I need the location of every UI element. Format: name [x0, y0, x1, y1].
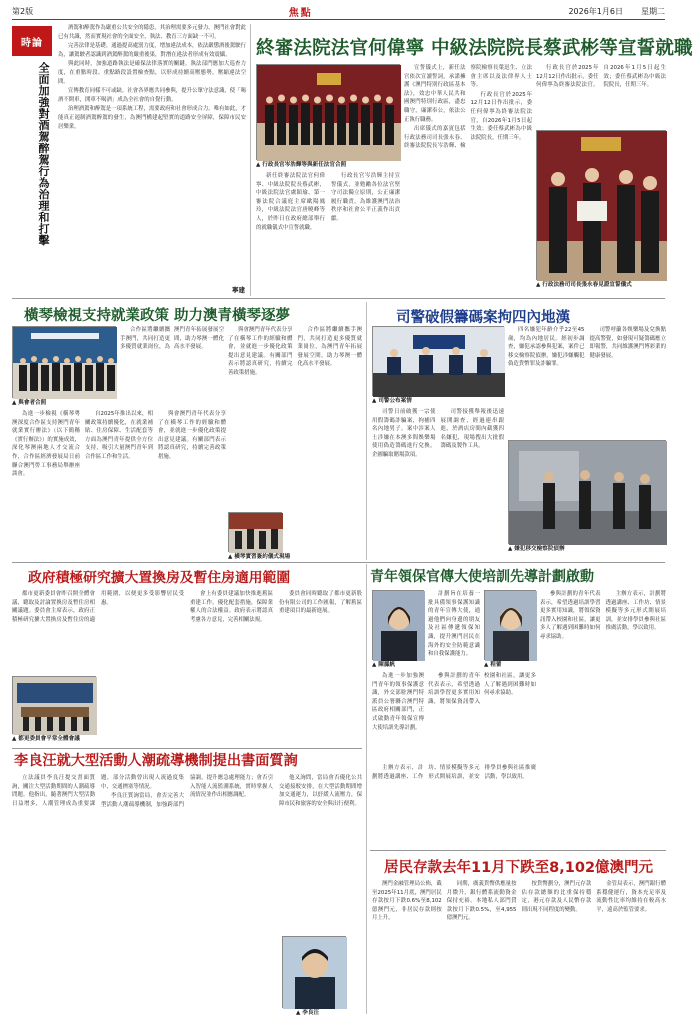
story3-paragraph: 司警日前破獲一宗使用假籌碼詐騙案，拘捕四名內地男子。案中涉案人士涉嫌在本澳多間娛樂場使用偽造籌碼進行兌換，企圖騙取賭場款項。: [372, 409, 436, 458]
story7-headline: 居民存款去年11月下跌至8,102億澳門元: [384, 860, 654, 876]
story6-paragraph: 為進一步加強澳門青年的領事保護意識，外交部駐澳門特派員公署聯合澳門特區政府相關部門，正式啟動青年領保宣傳大使培訓先導計劃。: [372, 673, 424, 731]
story7-paragraph: 金管局表示，澳門銀行體系穩健運行，資本充足率及流動性比率均維持在較高水平，遠高於監管要求。: [596, 881, 666, 913]
story4-headline: 政府積極研究擴大置換房及暫住房適用範圍: [28, 570, 291, 586]
editorial-paragraph: 完善法律是基礎。通過提高處罰力度，增加違法成本，依法嚴懲酒後駕駛行為，讓駕駛者認識到酒駕醉駕的嚴重後果，對潛在違法者形成有效震懾。: [58, 43, 246, 58]
story2-photo-2: [228, 512, 282, 552]
story1-paragraph: 行政長官岑浩輝主持宣誓儀式，並勉勵各位法官堅守司法獨立原則，公正廉潔履行職責，為維護澳門法治秩序和社會公平正義作出貢獻。: [331, 173, 400, 222]
story6-body-e: [372, 764, 536, 846]
story1-paragraph: 新任終審法院法官何偉寧、中級法院院長蔡武彬，中級法院法官盧穎瑜、第一審法院合議庭主席歐陽鳳玲，中級法院法官唐曉峰等人，於昨日在政府總部舉行的就職儀式中宣誓就職。: [256, 173, 325, 231]
story3-paragraph: 司警呼籲各娛樂場及兌換點提高警覺，如發現可疑籌碼應立即報警，共同維護澳門博彩業的健康發展。: [589, 327, 666, 359]
story6-body-a: [372, 672, 424, 731]
story6-body-b: [428, 590, 480, 660]
story5-headline: 李良汪就大型活動人潮疏導機制提出書面質詢: [14, 753, 298, 769]
editorial-paragraph: 與此同時，加強道路執法是確保法律落實的關鍵。執法部門應加大巡查力度，在重點時段、重點路段設置檢查點，以形成持續高壓態勢，壓縮違法空間。: [58, 61, 246, 85]
issue-weekday: 星期二: [640, 7, 665, 16]
story2-photo: [12, 326, 116, 398]
story2-paragraph: 與會澳門青年代表分享了在橫琴工作的經驗和體會，並就進一步優化政策提出意見建議。有關部門表示將認真研究，持續完善政策措施。: [228, 327, 293, 376]
page-header: [12, 4, 665, 20]
story5-paragraph: 李良汪質詢當局，會否完善大型活動人潮疏導機制，加強跨部門協調，提升應急處理能力；會否引入智能人流監測系統，實時掌握人流情況並作出相應調配。: [101, 775, 273, 808]
story4-paragraph: 委員會同時聽取了都市更新股份有限公司的工作匯報，了解舊區重建項目的最新進展。: [279, 591, 362, 615]
editorial-paragraph: 治理酒駕和醉駕是一項系統工程，需要政府和社會形成合力。唯有如此，才能真正遏制酒駕醉駕的發生，為澳門構建起堅實的道路安全屏障，保障市民安居樂業。: [58, 106, 246, 130]
story6-caption-a: ▲ 陳鳳帆: [372, 662, 424, 669]
story4-paragraph: 都市更新委員會昨召開全體會議，聽取及討論置換房及暫住房相關議題。委員會主席表示，政府正積極研究擴大置換房及暫住房的適用範圍，以便更多受影響居民受惠。: [12, 591, 184, 623]
story3-caption: ▲ 司警公布案情: [372, 398, 504, 405]
story3-paragraph: 四名嫌犯年齡介乎22至45歲，均為內地居民。經初步調查，嫌犯承認參與犯案，案件已移交檢察院偵辦，嫌犯涉嫌觸犯偽造貨幣罪及詐騙罪。: [508, 327, 585, 368]
story7-paragraph: 同期，廣義貨幣供應量按月微升，銀行體系流動資金保持充裕。本地私人部門貸款按月下跌0.5%，至4,955億澳門元。: [446, 881, 517, 922]
story4-paragraph: 會上有委員建議加快推進舊區重建工作，優化配套措施，保障業權人的合法權益。政府表示將認真考慮各方意見，完善相關法規。: [190, 591, 273, 623]
story6-photo-a: [372, 590, 424, 660]
story3-body-a: [372, 408, 504, 558]
editorial-section: [12, 24, 247, 296]
story6-paragraph: 參與計劃的青年代表表示，希望透過培訓學習更多實用知識，將領保資訊帶入校園和社區，讓更多人了解遇到困難時如何尋求協助。: [540, 591, 601, 640]
story1-paragraph: 出席儀式的嘉賓包括行政法務司司長張永春、終審法院院長岑浩輝、檢察院檢察長葉迅生、立法會主席以及法律界人士等。: [404, 65, 532, 150]
story3-paragraph: 司警接獲舉報後迅速展開調查，經過連串跟進，於酒店房間內截獲四名嫌犯，現場搜出大批假籌碼及製作工具。: [440, 409, 504, 450]
story1-body-b: [404, 64, 532, 296]
story6-body-c: [428, 672, 536, 762]
story6-photo-b: [484, 590, 536, 660]
editorial-author: 寧建: [232, 286, 245, 294]
story5-paragraph: 立法議員李良汪提交書面質詢，關注大型活動期間的人潮疏導問題。他指出，隨著澳門大型活動日益增多，人潮管理成為重要課題，部分活動曾出現人流過度集中、交通擠塞等情況。: [12, 775, 184, 807]
story1-body-c: [536, 64, 666, 126]
story2-paragraph: 為進一步檢視《橫琴粵澳深度合作區支持澳門青年就業實行辦法》（以下簡稱《實行辦法》）的實施成效，深化琴澳兩地人才交流合作，合作區經濟發展局日前聯合澳門勞工事務局舉辦座談會。: [12, 411, 80, 478]
story5-paragraph: 他又詢問，當局會否優化公共交通接駁安排，在大型活動期間增加交通運力，以紓緩人流壓力，保障市民和旅客的安全與出行便利。: [279, 775, 362, 807]
story3-body-b: [508, 326, 666, 436]
story1-side-caption: ▲ 行政法務司司長張永春見證宣誓儀式: [536, 282, 670, 289]
story2-body-c: [120, 326, 224, 408]
editorial-title: 全面加強對酒駕醉駕行為治理和打擊: [37, 62, 50, 246]
editorial-paragraph: 酒駕和醉駕作為嚴重公共安全的隱患，其治理需要多元發力。澳門社會對此已有共識，然而實現社會的全面安全，執法、教育三方面缺一不可。: [58, 25, 246, 40]
story3-photo-2: [508, 440, 666, 544]
story2-paragraph: 合作區將繼續攜手澳門，共同打造更多優質就業崗位，為澳門青年拓展發展空間，助力琴澳一體化高水平發展。: [297, 327, 362, 368]
story5-photo: [282, 936, 346, 1008]
story2-body: [12, 410, 226, 562]
story2-paragraph: 合作區將繼續攜手澳門，共同打造更多優質就業崗位，為澳門青年拓展發展空間，助力琴澳一體化高水平發展。: [120, 327, 224, 351]
story3-headline: 司警破假籌碼案拘四內地漢: [396, 310, 570, 326]
story6-paragraph: 主辦方表示，計劃將透過講座、工作坊、情景模擬等多元形式開展培訓，並安排學員參與社區推廣活動，學以致用。: [605, 591, 666, 632]
story1-body-a: [256, 172, 400, 296]
story1-headline: 終審法院法官何偉寧 中級法院院長蔡武彬等宣誓就職: [256, 38, 693, 59]
story6-headline: 青年領保官傳大使培訓先導計劃啟動: [370, 569, 594, 585]
story6-paragraph: 參與計劃的青年代表表示，希望透過培訓學習更多實用知識，將領保資訊帶入校園和社區，讓更多人了解遇到困難時如何尋求協助。: [428, 673, 536, 705]
editorial-body: [58, 24, 246, 284]
story5-caption: ▲ 李良汪: [296, 1010, 356, 1017]
story7-body: [372, 880, 666, 1016]
story4-photo: [12, 676, 96, 734]
editorial-paragraph: 宣傳教育同樣不可或缺。社會各界應共同參與，提升公眾守法意識，使「喝酒不開車，開車不喝酒」成為全社會的自覺行動。: [58, 88, 246, 103]
issue-date: 2026年1月6日: [568, 7, 623, 16]
story6-paragraph: 計劃旨在培養一批具備領事保護知識的青年宣傳大使，通過他們向身邊的朋友及社區傳遞領保知識，提升澳門居民在海外的安全防範意識和自我保護能力。: [428, 591, 480, 658]
story1-paragraph: 行政長官於2025年12月12日作出批示，委任何偉寧為終審法院法官，自2026年1月5日起生效；委任蔡武彬為中級法院院長，任期三年。: [470, 91, 532, 141]
story3-photo: [372, 326, 504, 396]
story2-headline: 橫琴檢視支持就業政策 助力澳青橫琴逐夢: [24, 308, 291, 324]
story1-paragraph: 宣誓儀式上，新任法官依次宣讀誓詞，承諾擁護《澳門特別行政區基本法》，效忠中華人民共和國澳門特別行政區，盡忠職守，廉潔奉公，依法公正執行職務。: [404, 65, 466, 123]
story2-paragraph: 自2025年推出以來，相關政策持續優化，在就業補貼、住房保障、生活配套等方面為澳門青年提供全方位支持，吸引大量澳門青年到合作區工作和生活。: [85, 411, 153, 460]
story6-body-d: [540, 590, 666, 840]
story1-main-photo: [256, 64, 400, 160]
story2-body-b: [228, 326, 362, 540]
story2-caption: ▲ 與會者合照: [12, 400, 116, 407]
story3-caption-2: ▲ 嫌犯移交檢察院偵辦: [508, 546, 666, 553]
story6-paragraph: 主辦方表示，計劃將透過講座、工作坊、情景模擬等多元形式開展培訓，並安排學員參與社區推廣活動，學以致用。: [372, 765, 536, 780]
story7-paragraph: 按貨幣劃分，澳門元存款佔存款總額的比重保持穩定，港元存款及人民幣存款則出現不同程度的變動。: [521, 881, 592, 913]
story7-paragraph: 澳門金融管理局公佈，截至2025年11月底，澳門居民存款按月下跌0.6%至8,102億澳門元，非居民存款則按月上升。: [372, 881, 442, 922]
editorial-tag: 時論: [12, 26, 52, 56]
story6-caption-b: ▲ 程蕾: [484, 662, 536, 669]
story1-side-photo: [536, 130, 666, 280]
story1-paragraph: 行政長官於2025年12月12日作出批示，委任何偉寧為終審法院法官，自2026年1月5日起生效；委任蔡武彬為中級法院院長，任期三年。: [536, 65, 666, 89]
masthead: 焦點: [288, 8, 313, 19]
story2-caption-2: ▲ 橫琴實習簽約儀式現場: [228, 554, 362, 561]
story4-caption: ▲ 都更委員會平常全體會議: [12, 736, 142, 743]
page-number: 第2版: [12, 7, 34, 16]
story2-paragraph: 與會澳門青年代表分享了在橫琴工作的經驗和體會，並就進一步優化政策提出意見建議。有關部門表示將認真研究，持續完善政策措施。: [158, 411, 226, 460]
story1-main-caption: ▲ 行政長官岑浩輝等與新任法官合照: [256, 162, 400, 169]
